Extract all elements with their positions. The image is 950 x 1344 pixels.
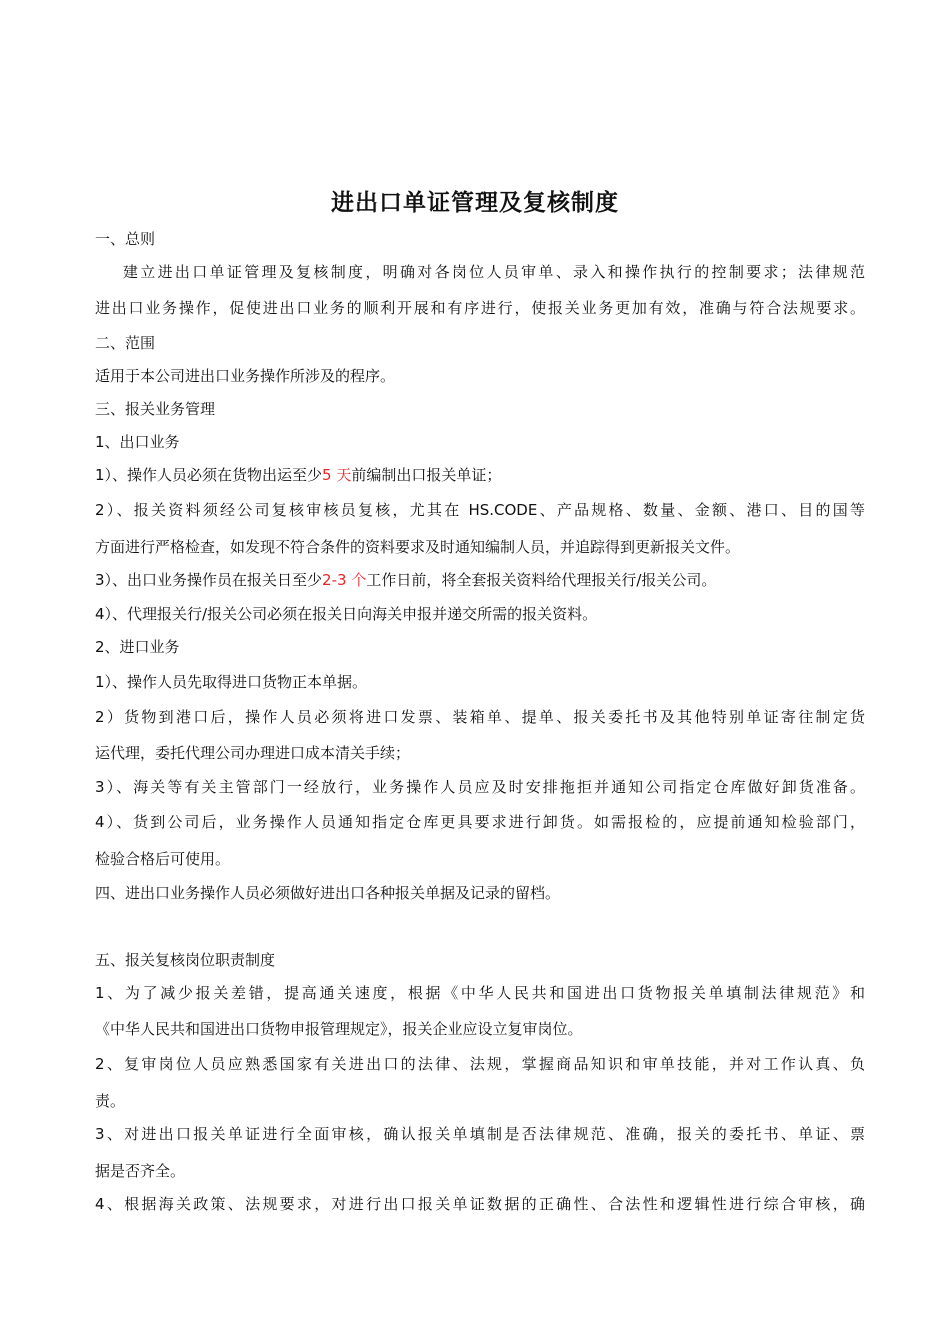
paragraph-general-line-2: 进出口业务操作，促使进出口业务的顺利开展和有序进行，使报关业务更加有效，准确与符合法规要求。: [95, 299, 865, 317]
review-item-2-line-2: 责。: [95, 1092, 126, 1110]
export-item-4: 4）、代理报关行/报关公司必须在报关日向海关申报并递交所需的报关资料。: [95, 605, 598, 623]
document-title: 进出口单证管理及复核制度: [331, 190, 619, 216]
section-general-heading: 一、总则: [95, 230, 156, 248]
section-review-heading: 五、报关复核岗位职责制度: [95, 951, 276, 969]
import-item-2-line-2: 运代理，委托代理公司办理进口成本清关手续；: [95, 744, 411, 762]
import-item-4-line-2: 检验合格后可使用。: [95, 850, 231, 868]
export-item-1: [95, 465, 865, 485]
subsection-import-heading: 2、进口业务: [95, 638, 180, 656]
section-scope-heading: 二、范围: [95, 334, 156, 352]
export-item-1-post: 前编制出口报关单证；: [351, 466, 502, 484]
import-item-2-line-1: 2）货物到港口后，操作人员必须将进口发票、装箱单、提单、报关委托书及其他特别单证寄往制定货: [95, 708, 865, 726]
review-item-2-line-1: 2、复审岗位人员应熟悉国家有关进出口的法律、法规，掌握商品知识和审单技能，并对工作认真、负: [95, 1055, 865, 1073]
section-customs-heading: 三、报关业务管理: [95, 400, 216, 418]
review-item-1-line-1: 1、为了减少报关差错，提高通关速度，根据《中华人民共和国进出口货物报关单填制法律规范》和: [95, 984, 865, 1002]
import-item-3: 3）、海关等有关主管部门一经放行，业务操作人员应及时安排拖拒并通知公司指定仓库做好卸货准备。: [95, 778, 865, 796]
export-item-2-line-1: 2）、报关资料须经公司复核审核员复核，尤其在 HS.CODE、产品规格、数量、金额、港口、目的国等: [95, 501, 865, 519]
paragraph-scope: 适用于本公司进出口业务操作所涉及的程序。: [95, 367, 396, 385]
import-item-4-line-1: 4）、货到公司后，业务操作人员通知指定仓库更具要求进行卸货。如需报检的，应提前通知检验部门，: [95, 813, 865, 831]
paragraph-general-line-1: 建立进出口单证管理及复核制度，明确对各岗位人员审单、录入和操作执行的控制要求；法律规范: [123, 263, 865, 281]
review-item-4-line-1: 4、根据海关政策、法规要求，对进行出口报关单证数据的正确性、合法性和逻辑性进行综合审核，确: [95, 1195, 865, 1213]
section-archive-heading: 四、进出口业务操作人员必须做好进出口各种报关单据及记录的留档。: [95, 884, 561, 902]
export-item-3: [95, 570, 865, 590]
export-item-3-pre: 3）、出口业务操作员在报关日至少: [95, 571, 323, 589]
export-item-3-post: 工作日前，将全套报关资料给代理报关行/报关公司。: [366, 571, 717, 589]
export-item-1-pre: 1）、操作人员必须在货物出运至少: [95, 466, 323, 484]
review-item-3-line-1: 3、对进出口报关单证进行全面审核，确认报关单填制是否法律规范、准确，报关的委托书、单证、票: [95, 1125, 865, 1143]
import-item-1: 1）、操作人员先取得进口货物正本单据。: [95, 673, 368, 691]
export-item-3-highlight: 2-3 个: [322, 571, 367, 589]
export-item-2-line-2: 方面进行严格检查，如发现不符合条件的资料要求及时通知编制人员，并追踪得到更新报关文件。: [95, 538, 741, 556]
review-item-3-line-2: 据是否齐全。: [95, 1162, 186, 1180]
review-item-1-line-2: 《中华人民共和国进出口货物申报管理规定》，报关企业应设立复审岗位。: [95, 1020, 583, 1038]
export-item-1-highlight: 5 天: [322, 466, 352, 484]
subsection-export-heading: 1、出口业务: [95, 433, 180, 451]
